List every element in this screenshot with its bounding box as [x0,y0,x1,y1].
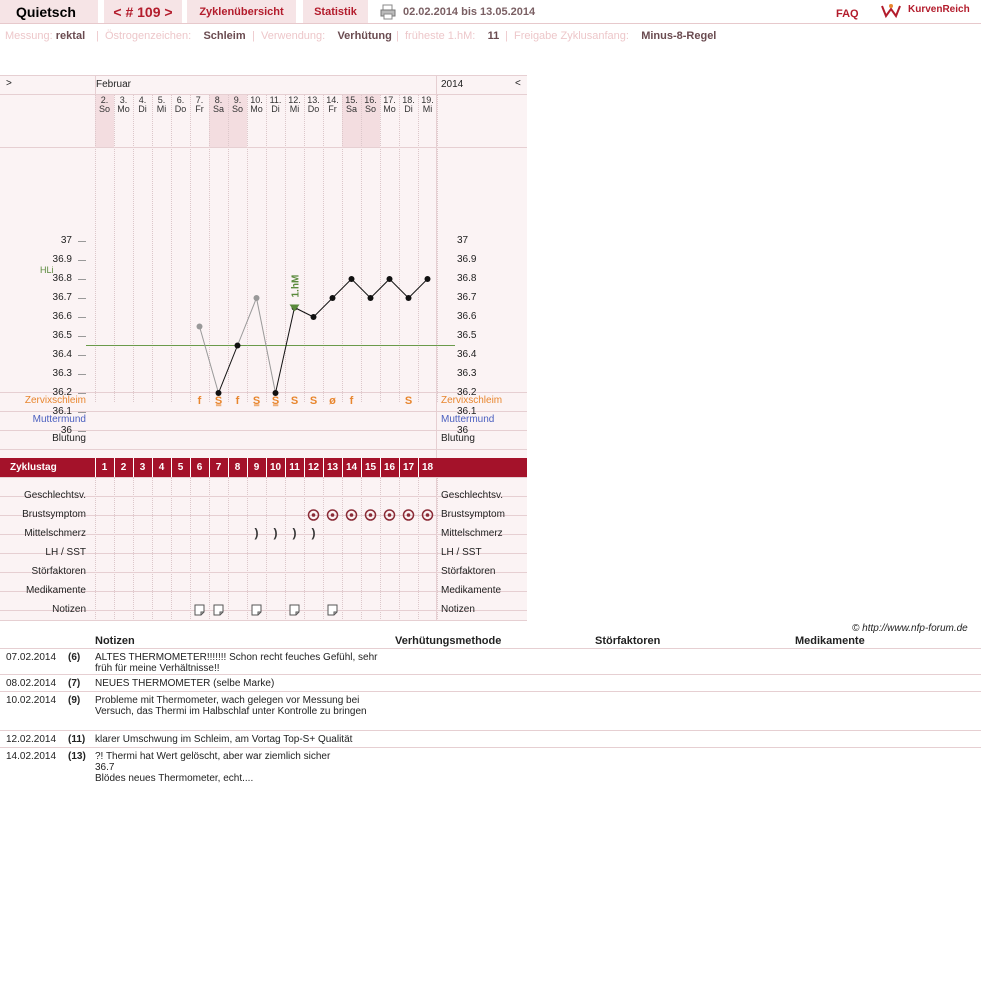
temp-tick-left: 37 [60,235,72,246]
mucus-mark: S [309,395,318,407]
cycle-day-cell: 11 [285,458,303,477]
note-icon[interactable] [285,604,304,619]
temp-tick-left: 36.7 [52,292,72,303]
weekday: Sa [345,104,357,114]
cycle-day-cell: 12 [304,458,322,477]
meta-cycle-release: Freigabe Zyklusanfang: Minus-8-Regel [514,30,717,42]
note-date: 10.02.2014 [6,695,57,706]
user-name: Quietsch [16,3,76,20]
note-cycle-day: (7) [68,678,81,689]
mucus-mark: S [290,395,299,407]
temp-segment [409,279,428,298]
day-number: 17. [383,95,396,105]
row-label-midpain: Mittelschmerz [24,528,86,539]
day-number: 6. [176,95,185,105]
note-cycle-day: (11) [68,734,86,745]
cycle-day-bar [0,458,527,477]
temp-point [349,276,355,282]
notes-row [0,674,981,689]
temp-tick-left: 36.8 [52,273,72,284]
weekday: Fr [195,104,204,114]
row-label-bleeding-right: Blutung [441,433,475,444]
row-label-cervix: Muttermund [32,414,86,425]
notes-header-medication: Medikamente [795,635,865,647]
cycle-day-cell: 3 [133,458,151,477]
note-text: klarer Umschwung im Schleim, am Vortag Top-S+ Qualität [95,734,353,745]
note-icon[interactable] [190,604,209,619]
chart-year: 2014 [441,79,464,90]
cycle-day-cell: 7 [209,458,227,477]
note-date: 12.02.2014 [6,734,57,745]
temp-tick-right: 36.9 [457,254,477,265]
row-label-breast: Brustsymptom [22,509,86,520]
breast-symptom-icon [304,508,323,525]
temp-tick-left: 36.3 [52,368,72,379]
cycle-day-cell: 2 [114,458,132,477]
day-number: 5. [157,95,166,105]
printer-icon[interactable] [380,4,396,20]
coverline-label: HLi [40,265,54,275]
weekday: Fr [328,104,337,114]
cycle-day-cell: 8 [228,458,246,477]
cycle-overview-label: Zyklenübersicht [199,5,284,18]
temp-point [197,324,203,330]
day-number: 7. [195,95,204,105]
cycle-day-cell: 6 [190,458,208,477]
temp-tick-left: 36.1 [52,406,72,417]
temp-point [311,314,317,320]
cycle-day-cell: 1 [95,458,113,477]
weekday: Mi [422,104,433,114]
weekday: So [98,104,110,114]
mucus-mark: S͇ [214,395,223,407]
day-number: 2. [100,95,109,105]
brand-name[interactable]: KurvenReich [908,4,970,15]
weekday: Do [174,104,187,114]
date-range: 02.02.2014 bis 13.05.2014 [403,6,536,18]
row-label-sex: Geschlechtsv. [23,490,86,501]
temp-segment [352,279,371,298]
row-label-mucus-right: Zervixschleim [441,395,503,406]
weekday: So [364,104,376,114]
note-icon[interactable] [209,604,228,619]
cycle-day-cell: 4 [152,458,170,477]
mittelschmerz-icon: ) [311,526,316,540]
temp-point [368,295,374,301]
note-date: 07.02.2014 [6,652,57,663]
temp-segment [276,308,295,394]
faq-link[interactable]: FAQ [836,8,859,20]
meta-sep: | [96,30,99,42]
meta-sep: | [396,30,399,42]
statistics-tab[interactable] [303,0,368,23]
day-number: 8. [214,95,223,105]
row-label-meds: Medikamente [25,585,86,596]
temp-tick-left: 36.2 [52,387,72,398]
row-label-bleeding: Blutung [52,433,86,444]
day-number: 12. [288,95,301,105]
temp-tick-left: 36.4 [52,349,72,360]
temp-tick-right: 36.1 [457,406,477,417]
meta-usage: Verwendung: Verhütung [261,30,392,42]
breast-symptom-icon [399,508,418,525]
first-high-measurement-marker [290,305,300,312]
note-text: ?! Thermi hat Wert gelöscht, aber war ziemlich sicher 36.7 Blödes neues Thermometer, echt.... [95,751,331,784]
weekday: Mi [289,104,300,114]
row-label-midpain-right: Mittelschmerz [441,528,503,539]
row-label-lh: LH / SST [45,547,86,558]
temp-segment [314,298,333,317]
notes-header-contraception: Verhütungsmethode [395,635,502,647]
weekday: Mo [117,104,130,114]
temp-point [235,343,241,349]
temp-tick-left: 36.5 [52,330,72,341]
meta-measurement: Messung: rektal [5,30,86,42]
weekday: Di [404,104,413,114]
first-high-measurement-label: 1.hM [290,274,302,298]
row-label-meds-right: Medikamente [441,585,502,596]
note-date: 08.02.2014 [6,678,57,689]
day-number: 4. [138,95,147,105]
mucus-mark: f [235,395,240,407]
row-label-mucus: Zervixschleim [24,395,86,406]
cycle-chart [0,75,527,621]
cycle-day-cell: 17 [399,458,417,477]
temp-tick-right: 36.6 [457,311,477,322]
mucus-mark: f [197,395,202,407]
temp-tick-right: 36.2 [457,387,477,398]
breast-symptom-icon [361,508,380,525]
note-cycle-day: (6) [68,652,81,663]
chart-prev-button[interactable]: > [6,78,12,89]
row-label-sex-right: Geschlechtsv. [441,490,504,501]
note-text: ALTES THERMOMETER!!!!!!! Schon recht feuches Gefühl, sehr früh für meine Verhältnisse!! [95,652,378,674]
note-icon[interactable] [323,604,342,619]
temp-tick-right: 36 [457,425,469,436]
note-text: Probleme mit Thermometer, wach gelegen vor Messung bei Versuch, das Thermi im Halbschlaf unter Kontrolle zu bringen [95,695,367,717]
notes-row [0,691,981,717]
cycle-day-cell: 10 [266,458,284,477]
mucus-mark: S [404,395,413,407]
user-name-tab[interactable] [0,0,98,23]
temp-tick-right: 36.3 [457,368,477,379]
cycle-overview-tab[interactable] [187,0,296,23]
day-number: 13. [307,95,320,105]
temp-tick-left: 36.6 [52,311,72,322]
temp-segment [390,279,409,298]
cycle-day-label: Zyklustag [10,462,57,473]
temp-segment [333,279,352,298]
weekday: Di [271,104,280,114]
meta-estrogen: Östrogenzeichen: Schleim [105,30,246,42]
day-number: 3. [119,95,128,105]
mucus-mark: ø [329,395,336,407]
day-number: 9. [233,95,242,105]
note-date: 14.02.2014 [6,751,57,762]
cycle-number: < # 109 > [113,3,173,20]
cycle-day-cell: 9 [247,458,265,477]
temp-tick-left: 36.9 [52,254,72,265]
temp-tick-left: 36 [60,425,72,436]
day-number: 18. [402,95,415,105]
note-text: NEUES THERMOMETER (selbe Marke) [95,678,275,689]
note-icon[interactable] [247,604,266,619]
row-label-notes: Notizen [52,604,86,615]
day-number: 11. [269,95,282,105]
chart-month: Februar [96,79,132,90]
row-label-notes-right: Notizen [441,604,475,615]
day-number: 15. [345,95,358,105]
breast-symptom-icon [418,508,437,525]
day-number: 19. [421,95,434,105]
temp-tick-right: 36.8 [457,273,477,284]
notes-header-disturbances: Störfaktoren [595,635,661,647]
header-divider [0,23,981,24]
notes-row [0,648,981,674]
mucus-mark: S͇ [252,395,261,407]
weekday: Do [307,104,320,114]
temp-point [330,295,336,301]
cycle-day-cell: 14 [342,458,360,477]
row-label-lh-right: LH / SST [441,547,482,558]
note-cycle-day: (13) [68,751,86,762]
notes-row [0,730,981,745]
temp-point [406,295,412,301]
mucus-mark: S͇ [271,395,280,407]
temp-tick-right: 36.7 [457,292,477,303]
temp-tick-right: 37 [457,235,469,246]
chart-next-button[interactable]: < [515,78,521,89]
breast-symptom-icon [342,508,361,525]
temp-segment [219,346,238,394]
breast-symptom-icon [323,508,342,525]
row-label-disturb: Störfaktoren [31,566,86,577]
day-number: 16. [364,95,377,105]
temp-segment [238,298,257,346]
notes-header-notes: Notizen [95,635,135,647]
copyright: © http://www.nfp-forum.de [852,623,968,634]
temp-point [387,276,393,282]
temp-tick-right: 36.4 [457,349,477,360]
weekday: So [231,104,243,114]
notes-row [0,747,981,784]
cycle-nav-tab[interactable] [104,0,182,23]
cycle-day-cell: 18 [418,458,436,477]
temp-point [425,276,431,282]
row-label-disturb-right: Störfaktoren [441,566,496,577]
statistics-label: Statistik [314,5,357,18]
breast-symptom-icon [380,508,399,525]
weekday: Mo [383,104,396,114]
weekday: Sa [212,104,224,114]
meta-sep: | [252,30,255,42]
meta-earliest-hm: früheste 1.hM: 11 [405,30,500,42]
cycle-day-cell: 5 [171,458,189,477]
row-label-cervix-right: Muttermund [441,414,495,425]
mittelschmerz-icon: ) [273,526,278,540]
note-cycle-day: (9) [68,695,81,706]
temp-segment [295,308,314,318]
meta-sep: | [505,30,508,42]
weekday: Mi [156,104,167,114]
temp-segment [371,279,390,298]
weekday: Di [138,104,147,114]
mucus-mark: f [349,395,354,407]
mittelschmerz-icon: ) [254,526,259,540]
cycle-day-cell: 16 [380,458,398,477]
row-label-breast-right: Brustsymptom [441,509,505,520]
day-number: 10. [250,95,263,105]
temp-point [254,295,260,301]
cycle-day-cell: 15 [361,458,379,477]
kurvenreich-logo-icon [880,2,902,20]
temp-tick-right: 36.5 [457,330,477,341]
day-number: 14. [326,95,339,105]
cycle-day-cell: 13 [323,458,341,477]
weekday: Mo [250,104,263,114]
mittelschmerz-icon: ) [292,526,297,540]
temp-segment [200,327,219,394]
